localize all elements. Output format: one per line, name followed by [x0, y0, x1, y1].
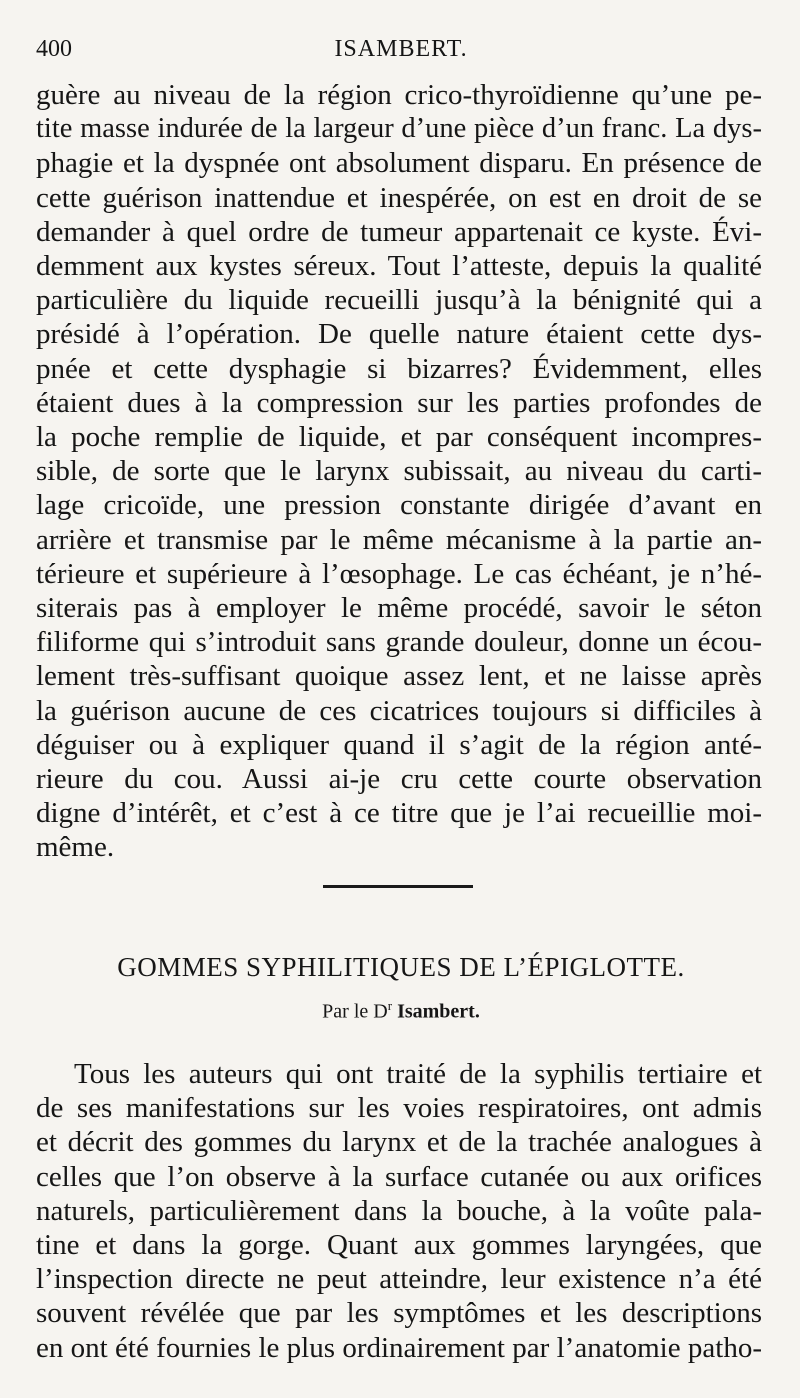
section-intro-paragraph [36, 1057, 762, 1365]
text-line: sible, de sorte que le larynx subissait, au niveau du carti- [36, 455, 762, 488]
text-line: arrière et transmise par le même mécanisme à la partie an- [36, 523, 762, 556]
text-line: cette guérison inattendue et inespérée, on est en droit de se [36, 181, 762, 214]
text-line: lage cricoïde, une pression constante dirigée d’avant en [36, 489, 762, 522]
text-line: filiforme qui s’introduit sans grande douleur, donne un écou- [36, 626, 762, 659]
text-line: rieure du cou. Aussi ai-je cru cette courte observation [36, 763, 762, 796]
text-line: souvent révélée que par les symptômes et les descriptions [36, 1297, 762, 1330]
text-line: celles que l’on observe à la surface cutanée ou aux orifices [36, 1160, 762, 1193]
text-line: déguiser ou à expliquer quand il s’agit de la région anté- [36, 728, 762, 761]
text-line: demander à quel ordre de tumeur appartenait ce kyste. Évi- [36, 215, 762, 248]
text-line: présidé à l’opération. De quelle nature étaient cette dys- [36, 318, 762, 351]
observation-conclusion-paragraph [36, 78, 762, 865]
page-header [36, 36, 766, 70]
text-line: guère au niveau de la région crico-thyroïdienne qu’une pe- [36, 79, 762, 111]
text-line: même. [36, 831, 115, 864]
text-line: tine et dans la gorge. Quant aux gommes laryngées, que [36, 1229, 762, 1262]
section-title: GOMMES SYPHILITIQUES DE L’ÉPIGLOTTE. [117, 952, 685, 982]
text-line: de ses manifestations sur les voies respiratoires, ont admis [36, 1092, 762, 1125]
text-line: tite masse indurée de la largeur d’une pièce d’un franc. La dys- [36, 113, 762, 145]
text-line: naturels, particulièrement dans la bouche, à la voûte pala- [36, 1194, 762, 1227]
text-line: pnée et cette dysphagie si bizarres? Évidemment, elles [36, 352, 762, 385]
text-line: lement très-suffisant quoique assez lent, et ne laisse après [36, 660, 762, 693]
byline-author: Isambert. [397, 1000, 480, 1023]
text-line: térieure et supérieure à l’œsophage. Le cas échéant, je n’hé- [36, 557, 762, 590]
text-line: et décrit des gommes du larynx et de la trachée analogues à [36, 1126, 762, 1159]
text-line: en ont été fournies le plus ordinairement par l’anatomie patho- [36, 1331, 762, 1364]
text-line: particulière du liquide recueilli jusqu’à la bénignité qui a [36, 284, 762, 317]
section-divider [323, 885, 473, 888]
page-number: 400 [36, 36, 72, 62]
text-line: siterais pas à employer le même procédé, savoir le séton [36, 592, 762, 625]
text-line: la poche remplie de liquide, et par conséquent incompres- [36, 421, 762, 454]
text-line: la guérison aucune de ces cicatrices toujours si difficiles à [36, 694, 762, 727]
text-line: l’inspection directe ne peut atteindre, leur existence n’a été [36, 1263, 762, 1296]
byline [36, 998, 766, 1024]
text-line: digne d’intérêt, et c’est à ce titre que je l’ai recueillie moi- [36, 797, 762, 830]
byline-prefix: Par le D [322, 1000, 388, 1023]
text-line: Tous les auteurs qui ont traité de la syphilis tertiaire et [74, 1058, 762, 1090]
text-line: demment aux kystes séreux. Tout l’atteste, depuis la qualité [36, 250, 762, 283]
text-line: étaient dues à la compression sur les parties profondes de [36, 386, 762, 419]
running-head: ISAMBERT. [334, 36, 468, 62]
byline-superscript: r [387, 998, 393, 1013]
text-line: phagie et la dyspnée ont absolument disparu. En présence de [36, 147, 762, 180]
